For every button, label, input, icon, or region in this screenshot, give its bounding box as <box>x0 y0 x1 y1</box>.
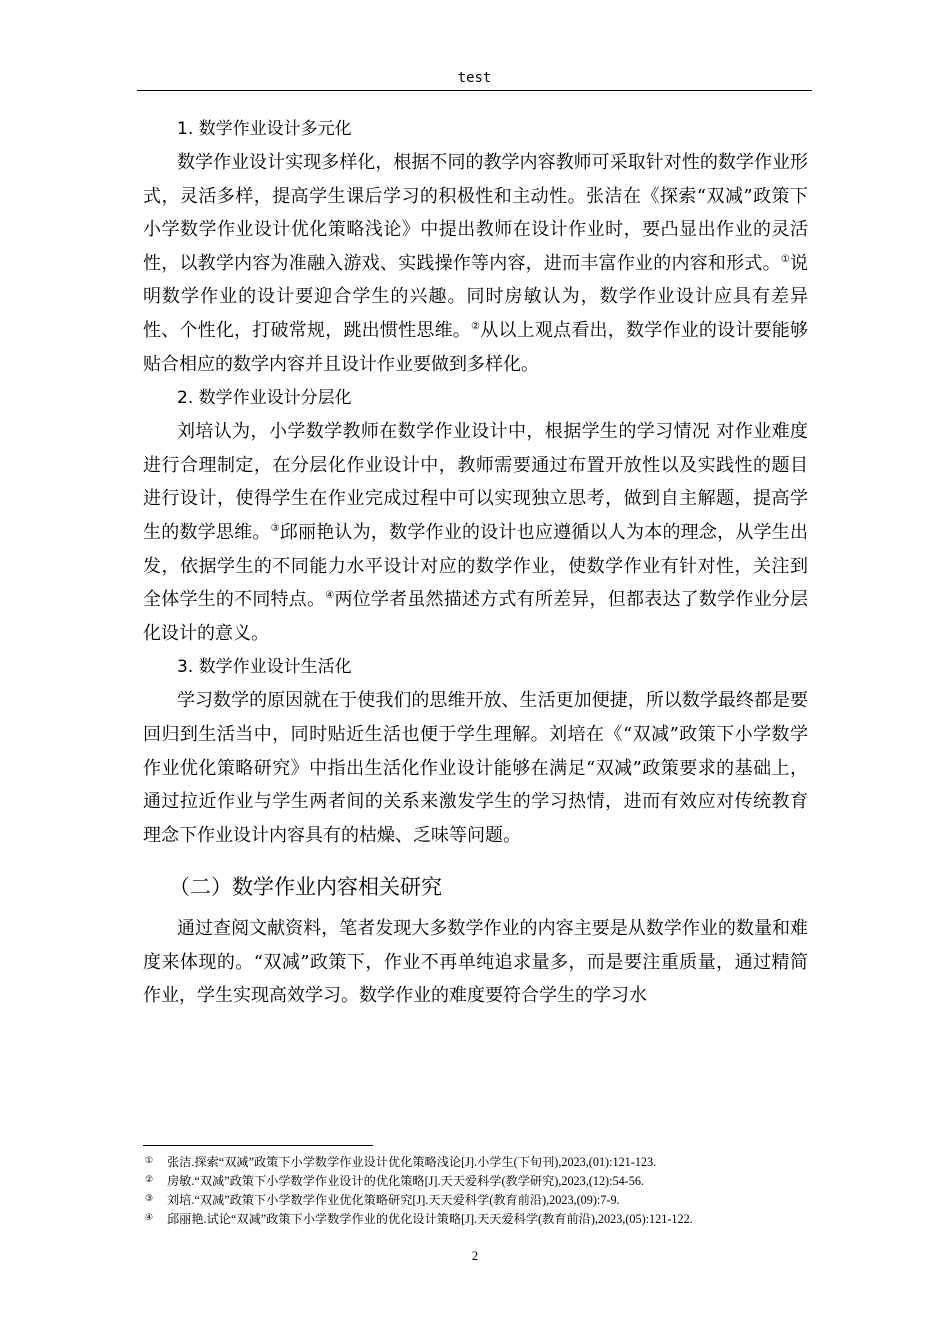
footnote-item <box>143 1171 823 1190</box>
footnote-marker: ① <box>145 1155 154 1165</box>
header-divider <box>137 90 812 91</box>
paragraph-layered <box>143 415 808 650</box>
paragraph-text: 两位学者虽然描述方式有所差异，但都表达了数学作业分层化设计的意义。 <box>143 589 809 644</box>
footnote-ref-2[interactable]: ② <box>471 320 481 332</box>
footnote-ref-4[interactable]: ④ <box>325 590 335 602</box>
paragraph-life-oriented: 学习数学的原因就在于使我们的思维开放、生活更加便捷，所以数学最终都是要回归到生活当中，同时贴近生活也便于学生理解。刘培在《“双减”政策下小学数学作业优化策略研究》中指出生活化作业设计能够在满足“双减”政策要求的基础上，通过拉近作业与学生两者间的关系来激发学生的学习热情，进而有效应对传统教育理念下作业设计内容具有的枯燥、乏味等问题。 <box>143 690 808 846</box>
footnote-item <box>143 1209 823 1228</box>
footnote-ref-1[interactable]: ① <box>780 253 791 265</box>
footnote-text: 刘培.“双减”政策下小学数学作业优化策略研究[J].天天爱科学(教育前沿),2023,(09):7-9. <box>167 1193 620 1207</box>
footnote-text: 房敏.“双减”政策下小学数学作业设计的优化策略[J].天天爱科学(教学研究),2023,(12):54-56. <box>167 1174 644 1188</box>
footnote-item <box>143 1152 823 1171</box>
subheading-life-oriented: 3. 数学作业设计生活化 <box>177 657 352 678</box>
paragraph-text: 数学作业设计实现多样化，根据不同的教学内容教师可采取针对性的数学作业形式，灵活多样，提高学生课后学习的积极性和主动性。张洁在《探索“双减”政策下小学数学作业设计优化策略浅论》中提出教师在设计作业时，要凸显出作业的灵活性，以教学内容为准融入游戏、实践操作等内容，进而丰富作业的内容和形式。 <box>143 152 808 274</box>
footnote-marker: ② <box>145 1174 154 1184</box>
footnote-marker: ④ <box>145 1212 154 1222</box>
footnote-marker: ③ <box>145 1193 154 1203</box>
paragraph-diversified <box>143 146 808 381</box>
page-header: test <box>457 70 492 86</box>
footnote-item <box>143 1190 823 1209</box>
footnotes <box>143 1152 823 1228</box>
footnote-ref-3[interactable]: ③ <box>270 522 280 534</box>
paragraph-text: 说明数学作业的设计要迎合学生的兴趣。同时房敏认为，数学作业设计应具有差异性、个性化，打破常规，跳出惯性思维。 <box>143 252 809 341</box>
paragraph-text: 从以上观点看出，数学作业的设计要能够贴合相应的数学内容并且设计作业要做到多样化。 <box>143 319 809 375</box>
subheading-layered: 2. 数学作业设计分层化 <box>177 388 352 409</box>
footnote-divider <box>143 1145 373 1146</box>
subheading-diversified: 1. 数学作业设计多元化 <box>177 119 352 139</box>
page-number: 2 <box>471 1248 479 1263</box>
footnote-text: 张洁.探索“双减”政策下小学数学作业设计优化策略浅论[J].小学生(下旬刊),2023,(01):121-123. <box>167 1155 657 1169</box>
paragraph-content-research: 通过查阅文献资料，笔者发现大多数学作业的内容主要是从数学作业的数量和难度来体现的。“双减”政策下，作业不再单纯追求量多，而是要注重质量，通过精简作业，学生实现高效学习。数学作业的难度要符合学生的学习水 <box>143 918 808 1007</box>
paragraph-text: 邱丽艳认为，数学作业的设计也应遵循以人为本的理念，从学生出发，依据学生的不同能力水平设计对应的数学作业，使数学作业有针对性，关注到全体学生的不同特点。 <box>143 521 809 611</box>
paragraph-text: 刘培认为，小学数学教师在数学作业设计中，根据学生的学习情况 对作业难度进行合理制定，在分层化作业设计中，教师需要通过布置开放性以及实践性的题目进行设计，使得学生在作业完成过程中可以实现独立思考，做到自主解题，提高学生的数学思维。 <box>143 421 808 543</box>
section-heading: （二）数学作业内容相关研究 <box>169 875 442 900</box>
page-body <box>143 112 808 1013</box>
footnote-text: 邱丽艳.试论“双减”政策下小学数学作业的优化设计策略[J].天天爱科学(教育前沿),2023,(05):121-122. <box>167 1212 693 1226</box>
